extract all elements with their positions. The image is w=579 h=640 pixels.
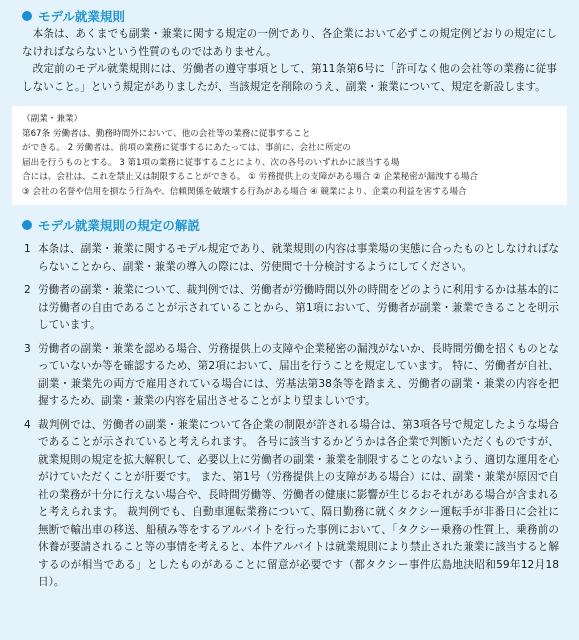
item-number: 2: [24, 284, 31, 296]
bullet-dot-icon: [22, 11, 32, 21]
item-text: 裁判例では、労働者の副業・兼業について各企業の制限が許される場合は、第3項各号で規定したような場合であることが示されていると考えられます。 各号に該当するかどうかは各企業で判断いただくものですが、就業規則の規定を拡大解釈して、必要以上に労働者の副業・兼業を制限することのないよう、適切な運用を心がけていただくことが肝要です。 また、第1号（労務提供上の支障がある場合）には、副業・兼業が原因で自社の業務が十分に行えない場合や、長時間労働等、労働者の健康に影響が生じるおそれがある場合が含まれると考えられます。 裁判例でも、自動車運転業務について、隔日勤務に就くタクシー運転手が非番日に会社に無断で輸出車の移送、船積み等をするアルバイトを行った事例において、「タクシー乗務の性質上、乗務前の休養が要請されること等の事情を考えると、本件アルバイトは就業規則により禁止された兼業に該当すると解するのが相当である」としたものがあることに留意が必要です（都タクシー事件広島地決昭和59年12月18日）。: [38, 418, 559, 588]
item-text: 本条は、副業・兼業に関するモデル規定であり、就業規則の内容は事業場の実態に合ったものとしなければならないことから、副業・兼業の導入の際には、労使間で十分検討するようにしてください。: [38, 243, 559, 273]
list-item: [24, 282, 559, 335]
item-number: 1: [24, 243, 31, 255]
list-item: [24, 241, 559, 276]
item-number: 4: [24, 418, 31, 431]
section-title: モデル就業規則: [38, 9, 125, 24]
law-heading: （副業・兼業）: [22, 114, 83, 124]
item-number: 3: [24, 342, 31, 355]
law-line: 届出を行うものとする。 3 第1項の業務に従事することにより、次の各号のいずれかに該当する場: [22, 157, 400, 168]
section-title: モデル就業規則の規定の解説: [38, 218, 200, 233]
item-text: 労働者の副業・兼業について、裁判例では、労働者が労働時間以外の時間をどのように利用するかは基本的には労働者の自由であることが示されていることから、第1項において、労働者が副業・兼業できることを明示しています。: [38, 284, 559, 331]
law-text-box: [12, 106, 567, 205]
list-item: [24, 341, 559, 411]
bullet-dot-icon: [22, 220, 32, 230]
intro-paragraph-2: 改定前のモデル就業規則には、労働者の遵守事項として、第11条第6号に「許可なく他の会社等の業務に従事しないこと。」という規定がありましたが、当該規定を削除のうえ、副業・兼業について、規定を新設します。: [22, 63, 557, 93]
law-line: 合には、会社は、これを禁止又は制限することができる。 ① 労務提供上の支障がある場合 ② 企業秘密が漏洩する場合: [22, 172, 479, 182]
law-line: ③ 会社の名誉や信用を損なう行為や、信頼関係を破壊する行為がある場合 ④ 競業により、企業の利益を害する場合: [22, 186, 467, 197]
section-heading-model-rules: [22, 6, 567, 26]
item-text: 労働者の副業・兼業を認める場合、労務提供上の支障や企業秘密の漏洩がないか、長時間労働を招くものとなっていないか等を確認するため、第2項において、届出を行うことを規定しています。 特に、労働者が自社、副業・兼業先の両方で雇用されている場合には、労基法第38条等を踏まえ、労働者の副業・兼業の内容を把握するため、副業・兼業の内容を届出させることがより望ましいです。: [38, 342, 559, 407]
explanation-list: [12, 241, 567, 592]
intro-paragraph-1: 本条は、あくまでも副業・兼業に関する規定の一例であり、各企業において必ずこの規定例どおりの規定にしなければならないという性質のものではありません。: [22, 28, 557, 58]
law-line: ができる。 2 労働者は、前項の業務に従事するにあたっては、事前に、会社に所定の: [22, 143, 351, 153]
list-item: [24, 417, 559, 592]
section-heading-explanation: [22, 215, 567, 235]
law-line: 第67条 労働者は、勤務時間外において、他の会社等の業務に従事すること: [22, 128, 311, 139]
